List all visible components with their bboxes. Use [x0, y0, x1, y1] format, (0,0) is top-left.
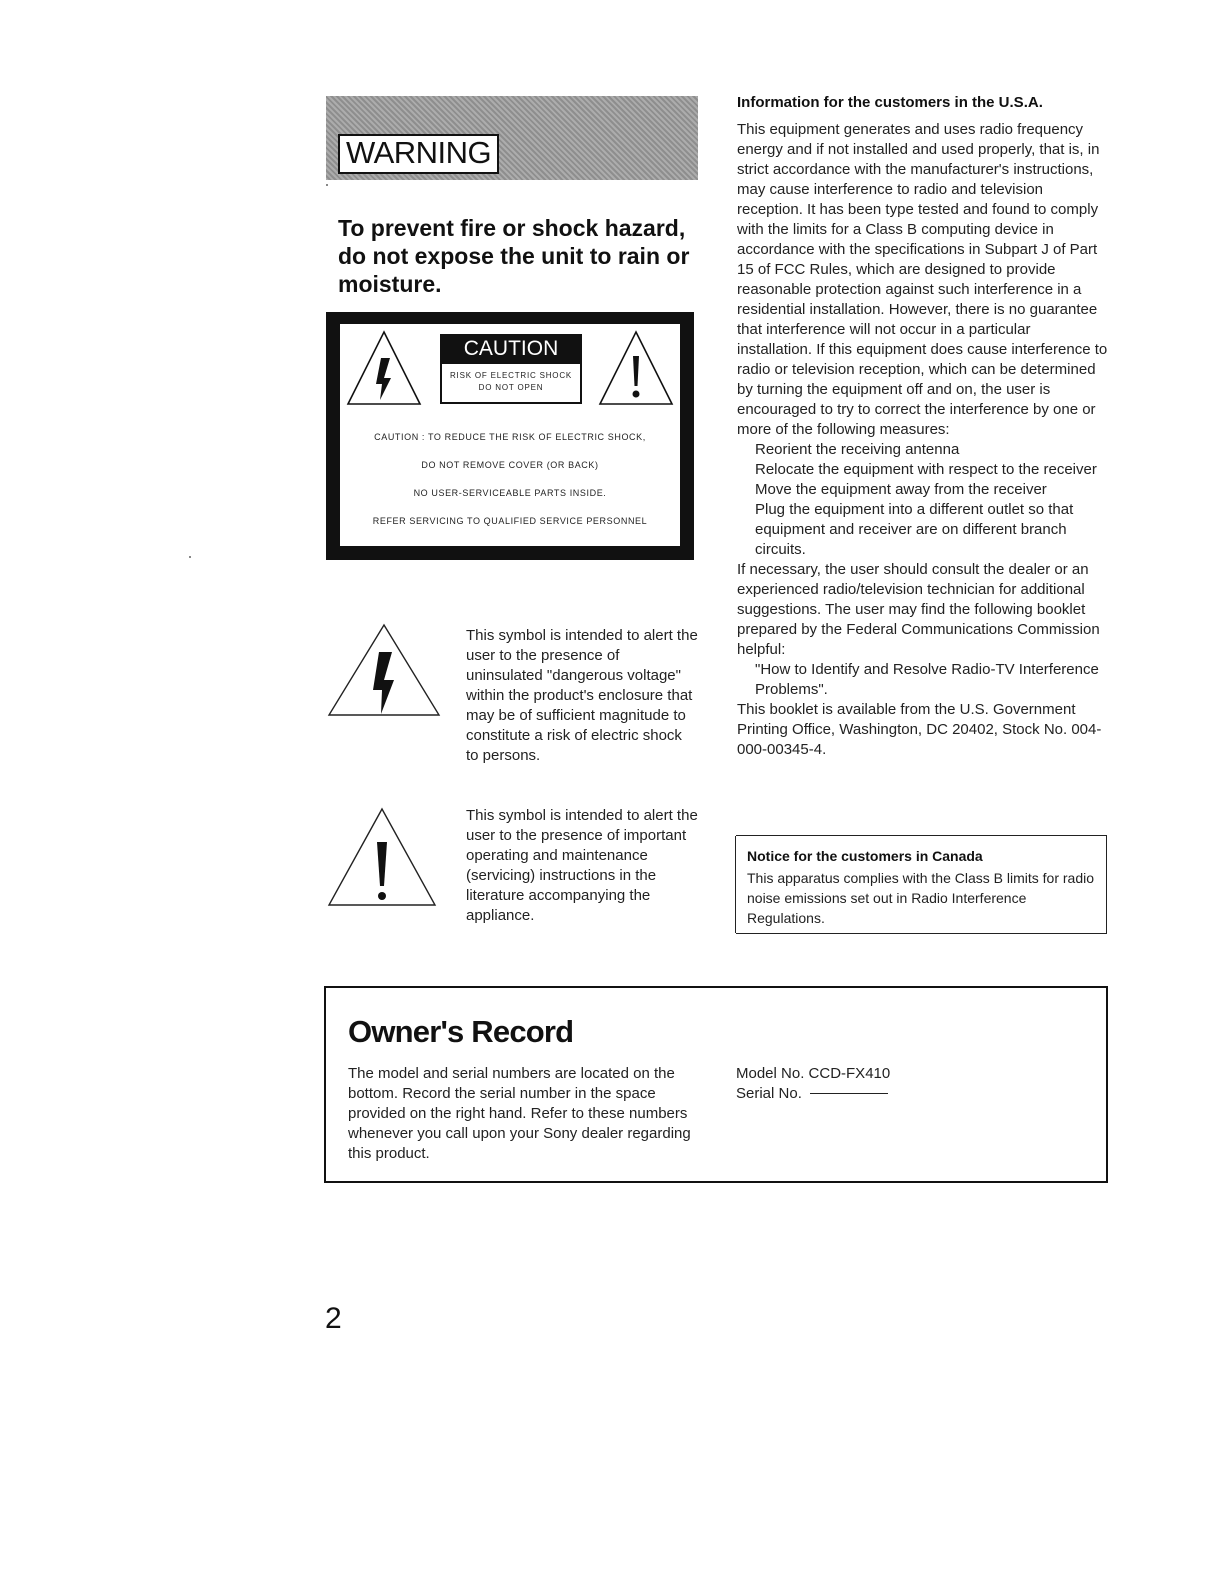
- caution-label-top: [340, 324, 680, 414]
- usa-info-body: [737, 120, 1109, 760]
- canada-notice-box: [736, 835, 1107, 934]
- usa-intro: This equipment generates and uses radio frequency energy and if not installed and used properly, that is, in strict accordance with the manufacturer's instructions, may cause interference to radio and television reception. It has been type tested and found to comply with the limits for a Class B computing device in accordance with the specifications in Subpart J of Part 15 of FCC Rules, which are designed to provide reasonable protection against such interference in a residential installation. However, there is no guarantee that interference will not occur in a particular installation. If this equipment does cause interference to radio or television reception, which can be determined by turning the equipment off and on, the user is encouraged to try to correct the interference by one or more of the following measures:: [737, 121, 1108, 438]
- caution-label-bottom: [340, 412, 680, 546]
- booklet-title: "How to Identify and Resolve Radio-TV Interference Problems".: [755, 661, 1099, 698]
- caution-risk-box: [440, 364, 582, 404]
- owners-record-title: Owner's Record: [348, 1014, 574, 1049]
- risk-line-2: DO NOT OPEN: [478, 383, 544, 392]
- model-number: Model No. CCD-FX410: [736, 1065, 891, 1082]
- caution-line: DO NOT REMOVE COVER (OR BACK): [421, 460, 599, 470]
- owners-record-body: The model and serial numbers are located on the bottom. Record the serial number in the space provided on the right hand. Refer to these numbers whenever you call upon your Sony dealer regarding this product.: [348, 1065, 691, 1162]
- canada-notice-title: Notice for the customers in Canada: [747, 848, 983, 864]
- caution-panel: [326, 312, 694, 560]
- measure-item: Plug the equipment into a different outlet so that equipment and receiver are on different branch circuits.: [755, 501, 1074, 558]
- exclamation-triangle-icon: [326, 806, 438, 908]
- measure-item: Move the equipment away from the receiver: [755, 481, 1047, 498]
- exclamation-warning-icon: [596, 328, 676, 408]
- serial-number-blank: [810, 1093, 888, 1094]
- serial-number-row: [736, 1084, 888, 1104]
- usa-consult: If necessary, the user should consult the dealer or an experienced radio/television technician for additional suggestions. The user may find the following booklet prepared by the Federal Communications Commission helpful:: [737, 561, 1100, 658]
- canada-notice-body: This apparatus complies with the Class B limits for radio noise emissions set out in Radio Interference Regulations.: [747, 870, 1095, 926]
- owners-record-box: [324, 986, 1108, 1183]
- hazard-heading: To prevent fire or shock hazard, do not expose the unit to rain or moisture.: [338, 215, 690, 297]
- usa-info-title: Information for the customers in the U.S.A.: [737, 94, 1043, 111]
- page-number: 2: [325, 1302, 342, 1335]
- lightning-symbol-description: This symbol is intended to alert the user to the presence of uninsulated "dangerous voltage" within the product's enclosure that may be of sufficient magnitude to constitute a risk of electric shock to persons.: [466, 627, 698, 764]
- caution-line: REFER SERVICING TO QUALIFIED SERVICE PERSONNEL: [372, 516, 648, 526]
- scan-speck: [326, 184, 328, 186]
- booklet-availability: This booklet is available from the U.S. Government Printing Office, Washington, DC 20402, Stock No. 004-000-00345-4.: [737, 701, 1102, 758]
- scan-speck: [189, 556, 191, 558]
- caution-line: NO USER-SERVICEABLE PARTS INSIDE.: [413, 488, 607, 498]
- caution-line: CAUTION : TO REDUCE THE RISK OF ELECTRIC SHOCK,: [374, 432, 646, 442]
- lightning-warning-icon: [344, 328, 424, 408]
- serial-number-label: Serial No.: [736, 1085, 802, 1102]
- measure-item: Reorient the receiving antenna: [755, 441, 960, 458]
- exclamation-symbol-description: This symbol is intended to alert the user to the presence of important operating and maintenance (servicing) instructions in the literature accompanying the appliance.: [466, 807, 698, 924]
- warning-banner: [326, 96, 698, 180]
- lightning-triangle-icon: [326, 622, 442, 718]
- caution-title: CAUTION: [440, 334, 582, 364]
- warning-label: WARNING: [338, 134, 499, 174]
- risk-line-1: RISK OF ELECTRIC SHOCK: [449, 371, 573, 380]
- measure-item: Relocate the equipment with respect to the receiver: [755, 461, 1097, 478]
